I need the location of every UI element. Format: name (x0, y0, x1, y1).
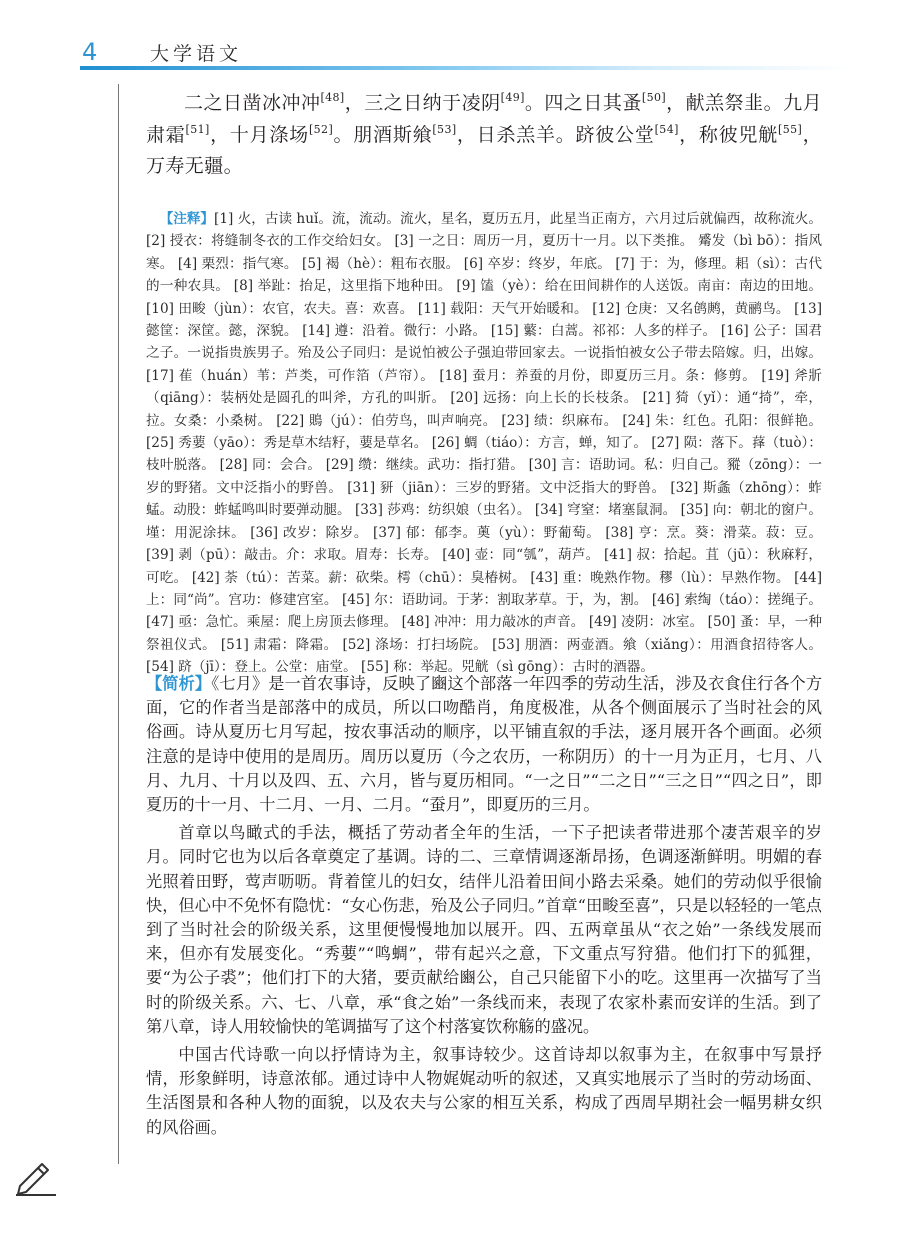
left-margin-rule (118, 84, 119, 1164)
poem-line: ，献羔祭韭。九月肃霜 (146, 92, 823, 146)
analysis-paragraph-1 (146, 672, 822, 817)
poem-line: ，称彼兕觥 (678, 123, 779, 146)
poem-line: ，日杀羔羊。跻彼公堂 (456, 123, 655, 146)
footnote-ref: [48] (320, 91, 345, 104)
poem-line: 。四之日其蚤 (524, 92, 642, 114)
poem-line: 二之日凿冰冲冲 (184, 92, 321, 114)
poem-stanza (146, 88, 822, 183)
analysis-paragraph-2: 首章以鸟瞰式的手法，概括了劳动者全年的生活，一下子把读者带进那个凄苦艰辛的岁月。同时它也为以后各章奠定了基调。诗的二、三章情调逐渐昂扬，色调逐渐鲜明。明媚的春光照着田野，莺声呖呖。背着筐儿的妇女，结伴儿沿着田间小路去采桑。她们的劳动似乎很愉快，但心中不免怀有隐忧：“女心伤悲，殆及公子同归。”首章“田畯至喜”，只是以轻轻的一笔点到了当时社会的阶级关系，这里便慢慢地加以展开。四、五两章虽从“衣之始”一条线发展而来，但亦有发展变化。“秀葽”“鸣蜩”，带有起兴之意，下文重点写狩猎。他们打下的狐狸，要“为公子裘”；他们打下的大猪，要贡献给豳公，自己只能留下小的吃。这里再一次描写了当时的阶级关系。六、七、八章，承“食之始”一条线而来，表现了农家朴素而安详的生活。到了第八章，诗人用较愉快的笔调描写了这个村落宴饮称觞的盛况。 (146, 823, 822, 1036)
poem-line: ，十月涤场 (209, 123, 309, 146)
analysis-paragraph-3: 中国古代诗歌一向以抒情诗为主，叙事诗较少。这首诗却以叙事为主，在叙事中写景抒情，形象鲜明，诗意浓郁。通过诗中人物娓娓动听的叙述，又真实地展示了当时的劳动场面、生活图景和各种人物的面貌，以及农夫与公家的相互关系，构成了西周早期社会一幅男耕女织的风俗画。 (146, 1045, 822, 1137)
book-title: 大学语文 (150, 43, 243, 65)
footnote-ref: [52] (308, 122, 334, 136)
footnote-ref: [49] (500, 91, 525, 104)
footnote-ref: [54] (654, 122, 679, 136)
annotations-section (146, 208, 822, 679)
analysis-section (146, 672, 822, 1144)
page-number: 4 (82, 38, 98, 66)
page-header (0, 0, 900, 72)
header-rule (80, 66, 850, 70)
pencil-icon (14, 1156, 58, 1196)
footnote-ref: [55] (778, 122, 803, 136)
footnote-ref: [50] (641, 91, 667, 104)
analysis-text: 《七月》是一首农事诗，反映了豳这个部落一年四季的劳动生活，涉及衣食住行各个方面，它的作者当是部落中的成员，所以口吻酷肖，角度极准，从各个侧面展示了当时社会的风俗画。诗从夏历七月写起，按农事活动的顺序，以平铺直叙的手法，逐月展开各个画面。必须注意的是诗中使用的是周历。周历以夏历（今之农历，一称阴历）的十一月为正月，七月、八月、九月、十月以及四、五、六月，皆与夏历相同。“一之日”“二之日”“三之日”“四之日”，即夏历的十一月、十二月、一月、二月。“蚕月”，即夏历的三月。 (146, 674, 823, 815)
poem-line: 。朋酒斯飨 (333, 123, 433, 146)
annotations-label: 【注释】 (159, 211, 215, 227)
analysis-label: 【简析】 (146, 674, 212, 693)
poem-text (146, 88, 822, 183)
annotations-text (146, 208, 822, 679)
poem-line: ，万寿无疆。 (146, 123, 822, 177)
annotations-body: [1] 火，古读 huǐ。流，流动。流火，星名，夏历五月，此星当正南方，六月过后就偏西，故称流火。 [2] 授衣：将缝制冬衣的工作交给妇女。 [3] 一之日：周历一月，夏历十一月。以下类推。 觱发（bì bō）：指风寒。 [4] 栗烈：指气寒。 [5] 褐（hè）：粗布衣服。 [6] 卒岁：终岁，年底。 [7] 于：为，修理。耜（sì）：古代的一种农具。 [8] 举趾：抬足，这里指下地种田。 [9] 馌（yè）：给在田间耕作的人送饭。南亩：南边的田地。 [10] 田畯（jùn）：农官，农夫。喜：欢喜。 [11] 载阳：天气开始暖和。 [12] 仓庚：又名鸧鹒，黄鹂鸟。 [13] 懿筐：深筐。懿，深貌。 [14] 遵：沿着。微行：小路。 [15] 蘩：白蒿。祁祁：人多的样子。 [16] 公子：国君之子。一说指贵族男子。殆及公子同归：是说怕被公子强迫带回家去。一说指怕被女公子带去陪嫁。归，出嫁。 [17] 萑（huán）苇：芦类，可作箔（芦帘）。 [18] 蚕月：养蚕的月份，即夏历三月。条：修剪。 [19] 斧斨（qiāng）：装柄处是圆孔的叫斧，方孔的叫斨。 [20] 远扬：向上长的长枝条。 [21] 猗（yǐ）：通“掎”，牵，拉。女桑：小桑树。 [22] 鵙（jú）：伯劳鸟，叫声响亮。 [23] 绩：织麻布。 [24] 朱：红色。孔阳：很鲜艳。 [25] 秀葽（yāo）：秀是草木结籽，葽是草名。 [26] 蜩（tiáo）：方言，蝉，知了。 [27] 陨：落下。萚（tuò）：枝叶脱落。 [28] 同：会合。 [29] 缵：继续。武功：指打猎。 [30] 言：语助词。私：归自己。豵（zōng）：一岁的野猪。文中泛指小的野兽。 [31] 豜（jiān）：三岁的野猪。文中泛指大的野兽。 [32] 斯螽（zhōng）：蚱蜢。动股：蚱蜢鸣叫时要弹动腿。 [33] 莎鸡：纺织娘（虫名）。 [34] 穹窒：堵塞鼠洞。 [35] 向：朝北的窗户。墐：用泥涂抹。 [36] 改岁：除岁。 [37] 郁：郁李。薁（yù）：野葡萄。 [38] 亨：烹。葵：滑菜。菽：豆。 [39] 剥（pū）：敲击。介：求取。眉寿：长寿。 [40] 壶：同“瓠”，葫芦。 [41] 叔：拾起。苴（jū）：秋麻籽，可吃。 [42] 荼（tú）：苦菜。薪：砍柴。樗（chū）：臭椿树。 [43] 重：晚熟作物。穋（lù）：早熟作物。 [44] 上：同“尚”。宫功：修建宫室。 [45] 尔：语助词。于茅：割取茅草。于，为，割。 [46] 索绹（táo）：搓绳子。 [47] 亟：急忙。乘屋：爬上房顶去修理。 [48] 冲冲：用力敲冰的声音。 [49] 凌阴：冰室。 [50] 蚤：早，一种祭祖仪式。 [51] 肃霜：降霜。 [52] 涤场：打扫场院。 [53] 朋酒：两壶酒。飨（xiǎng）：用酒食招待客人。 [54] 跻（jī）：登上。公堂：庙堂。 [55] 称：举起。兕觥（sì gōng）：古时的酒器。 (146, 211, 822, 676)
footnote-ref: [51] (185, 122, 210, 136)
footnote-ref: [53] (432, 122, 457, 136)
poem-line: ，三之日纳于凌阴 (344, 92, 501, 114)
